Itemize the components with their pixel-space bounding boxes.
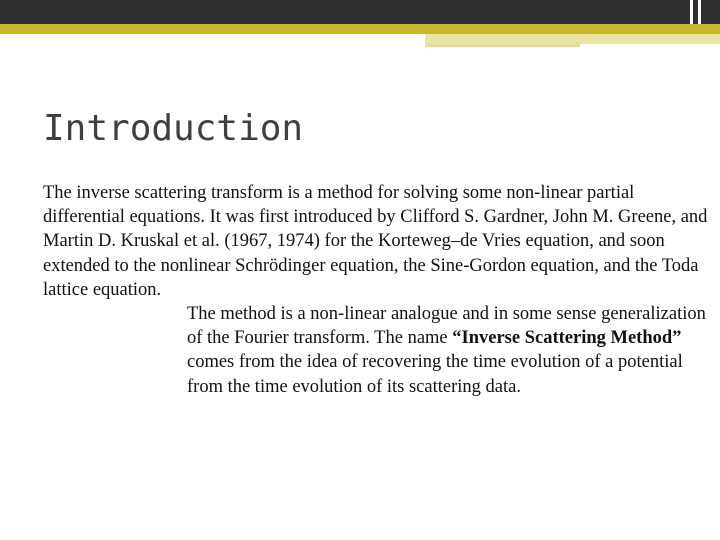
top-dark-bar — [0, 0, 690, 24]
paragraph-1: The inverse scattering transform is a method for solving some non-linear partial differential equations. It was first introduced by Clifford S. Gardner, John M. Greene, and Martin D. Kruskal et al. (1967, 1974) for the Korteweg–de Vries equation, and soon extended to the nonlinear Schrödinger equation, the Sine-Gordon equation, and the Toda lattice equation. — [43, 183, 708, 300]
top-dark-accent — [693, 0, 698, 24]
top-dark-band — [0, 0, 720, 24]
top-gold-thin-bar — [425, 44, 580, 47]
paragraph-2-text-a: The method is a non-linear analogue and in some sense generalization of the Fourier transform. The name — [187, 304, 706, 349]
top-dark-accent — [701, 0, 720, 24]
paragraph-2-text-b: comes from the idea of recovering the time evolution of a potential from the time evolution of its scattering data. — [187, 352, 683, 397]
paragraph-2 — [43, 302, 713, 399]
paragraph-2-bold: “Inverse Scattering Method” — [452, 328, 682, 349]
slide-body — [43, 181, 713, 399]
slide-title: Introduction — [43, 108, 304, 149]
top-gold-bar — [0, 24, 720, 34]
top-gold-light-bar — [425, 34, 720, 44]
